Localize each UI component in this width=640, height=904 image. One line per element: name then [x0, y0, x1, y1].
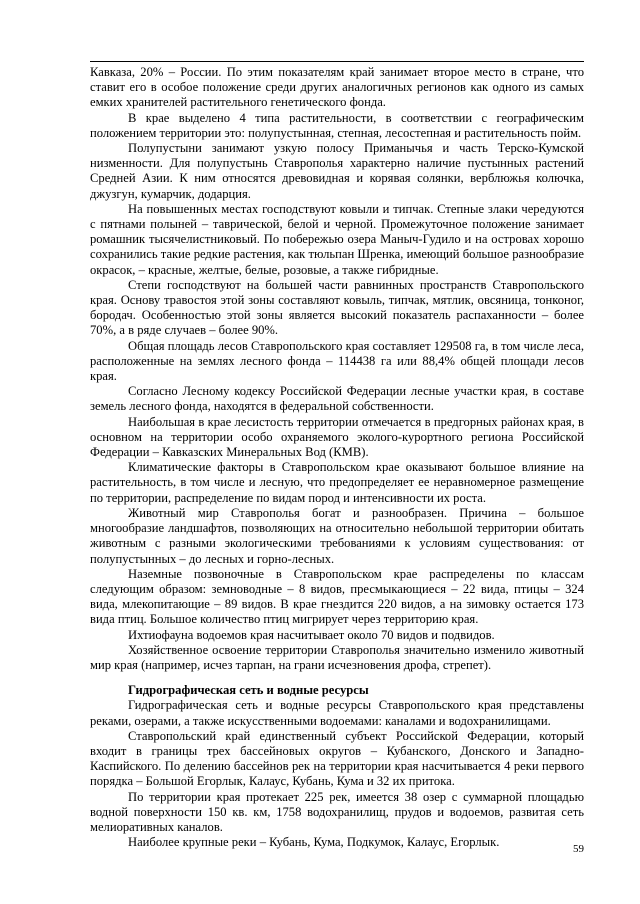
paragraph: По территории края протекает 225 рек, имеется 38 озер с суммарной площадью водной поверхности 150 кв. км, 1758 водохранилищ, прудов и водоемов, развитая сеть мелиоративных каналов.: [90, 789, 584, 834]
paragraph: Общая площадь лесов Ставропольского края составляет 129508 га, в том числе леса, расположенные на землях лесного фонда – 114438 га или 88,4% общей площади лесов края.: [90, 338, 584, 384]
paragraph: Наземные позвоночные в Ставропольском крае распределены по классам следующим образом: земноводные – 8 видов, пресмыкающиеся – 22 вида, птицы – 324 вида, млекопитающие – 89 видов. В крае гнездится 220 видов, а на зимовку остается 173 вида птиц. Большое количество птиц мигрирует через территорию края.: [90, 566, 584, 627]
paragraph: Наибольшая в крае лесистость территории отмечается в предгорных районах края, в основном на территории особо охраняемого эколого-курортного региона Российской Федерации – Кавказских Минеральных Вод (КМВ).: [90, 414, 584, 460]
paragraph: Наиболее крупные реки – Кубань, Кума, Подкумок, Калаус, Егорлык.: [128, 835, 500, 850]
paragraph: Ставропольский край единственный субъект Российской Федерации, который входит в границы трех бассейновых округов – Кубанского, Донского и Западно-Каспийского. По делению бассейнов рек на территории края насчитывается 4 реки первого порядка – Большой Егорлык, Калаус, Кубань, Кума и 32 их притока.: [90, 728, 584, 789]
paragraph: Согласно Лесному кодексу Российской Федерации лесные участки края, в составе земель лесного фонда, находятся в федеральной собственности.: [90, 384, 584, 414]
paragraph: Хозяйственное освоение территории Ставрополья значительно изменило животный мир края (например, исчез тарпан, на грани исчезновения дрофа, стрепет).: [90, 642, 584, 672]
paragraph: Полупустыни занимают узкую полосу Приманычья и часть Терско-Кумской низменности. Для полупустынь Ставрополья характерно наличие пустынных растений Средней Азии. К ним относятся древовидная и корявая солянки, верблюжья колючка, джузгун, кумарчик, додарция.: [90, 141, 584, 201]
paragraph: Ихтиофауна водоемов края насчитывает около 70 видов и подвидов.: [128, 627, 495, 642]
paragraph: На повышенных местах господствуют ковыли и типчак. Степные злаки чередуются с пятнами полыней – таврической, белой и черной. Промежуточное положение занимает ромашник тысячелистниковый. По побережью озера Маныч-Гудило и на островах хорошо сохранились такие редкие растения, как тюльпан Шренка, имеющий большое разнообразие окрасок, – красные, желтые, белые, розовые, а также гибридные.: [90, 201, 584, 277]
section-heading: Гидрографическая сеть и водные ресурсы: [128, 683, 369, 698]
paragraph: В крае выделено 4 типа растительности, в соответствии с географическим положением территории это: полупустынная, степная, лесостепная и растительность пойм.: [90, 110, 584, 140]
paragraph: Степи господствуют на большей части равнинных пространств Ставропольского края. Основу травостоя этой зоны составляют ковыль, типчак, мятлик, овсяница, тонконог, бородач. Особенностью этой зоны является высокий показатель распаханности – более 70%, а в ряде случаев – более 90%.: [90, 277, 584, 338]
paragraph: Гидрографическая сеть и водные ресурсы Ставропольского края представлены реками, озерами, а также искусственными водоемами: каналами и водохранилищами.: [90, 698, 584, 728]
paragraph: Климатические факторы в Ставропольском крае оказывают большое влияние на растительность, в том числе и лесную, что предопределяет ее неравномерное размещение по территории, распределение по видам пород и интенсивности их роста.: [90, 460, 584, 505]
paragraph: Животный мир Ставрополья богат и разнообразен. Причина – большое многообразие ландшафтов, позволяющих на относительно небольшой территории обитать животным с разными экологическими требованиями к условиям существования: от полупустынных – до лесных и горно-лесных.: [90, 505, 584, 566]
paragraph: Кавказа, 20% – России. По этим показателям край занимает второе место в стране, что ставит его в особое положение среди других аналогичных регионов как одного из самых емких хранителей растительного генетического фонда.: [90, 65, 584, 110]
page-number: 59: [573, 843, 584, 855]
page-body: [90, 65, 584, 850]
header-rule: [90, 61, 584, 62]
